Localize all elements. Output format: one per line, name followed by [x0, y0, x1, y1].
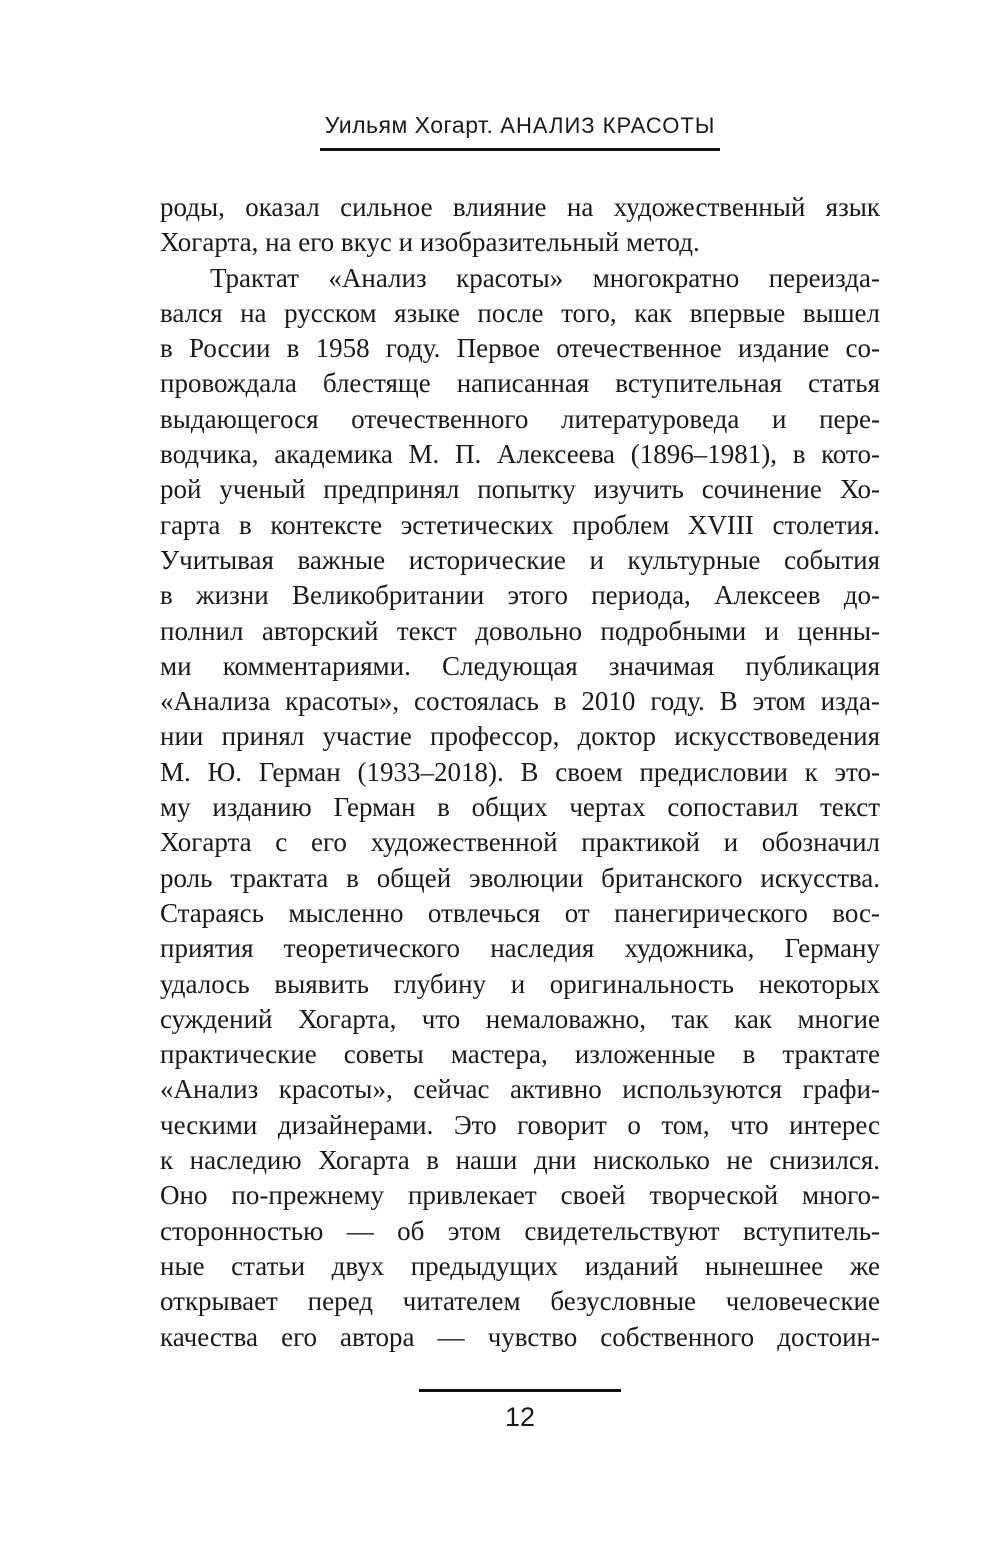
text-line: рой ученый предпринял попытку изучить сочинение Хо- — [160, 474, 880, 505]
text-line: «Анализ красоты», сейчас активно используются графи- — [160, 1074, 880, 1105]
text-line: выдающегося отечественного литературоведа и пере- — [160, 403, 880, 434]
text-line: провождала блестяще написанная вступительная статья — [160, 368, 880, 399]
text-line: вался на русском языке после того, как впервые вышел — [160, 297, 880, 328]
text-line: водчика, академика М. П. Алексеева (1896–1981), в кото- — [160, 439, 880, 470]
text-line: роды, оказал сильное влияние на художественный язык — [160, 192, 880, 222]
text-line: нии принял участие профессор, доктор искусствоведения — [160, 721, 880, 752]
text-line: Хогарта с его художественной практикой и обозначил — [160, 827, 880, 858]
header-author: Уильям Хогарт. — [324, 112, 494, 138]
text-line: «Анализа красоты», состоялась в 2010 году. В этом изда- — [160, 686, 880, 717]
text-line: гарта в контексте эстетических проблем XVIII столетия. — [160, 509, 880, 540]
text-line: практические советы мастера, изложенные в трактате — [160, 1039, 880, 1070]
page-number: 12 — [504, 1402, 536, 1432]
running-header — [320, 112, 720, 139]
text-line: Хогарта, на его вкус и изобразительный метод. — [160, 227, 700, 258]
body-text — [160, 190, 880, 1355]
header-title: АНАЛИЗ КРАСОТЫ — [500, 113, 716, 138]
text-line: приятия теоретического наследия художника, Герману — [160, 933, 880, 964]
text-line: суждений Хогарта, что немаловажно, так как многие — [160, 1003, 880, 1034]
header-rule — [320, 148, 720, 151]
text-line: М. Ю. Герман (1933–2018). В своем предисловии к это- — [160, 756, 880, 787]
text-line: роль трактата в общей эволюции британского искусства. — [160, 862, 880, 893]
text-line: к наследию Хогарта в наши дни нисколько не снизился. — [160, 1145, 880, 1176]
text-line: Стараясь мысленно отвлечься от панегирического вос- — [160, 897, 880, 928]
text-line: Учитывая важные исторические и культурные события — [160, 544, 880, 575]
text-line: в России в 1958 году. Первое отечественное издание со- — [160, 333, 880, 364]
text-line: качества его автора — чувство собственного достоин- — [160, 1321, 880, 1352]
text-line: Трактат «Анализ красоты» многократно переизда- — [210, 262, 880, 293]
text-line: Оно по-прежнему привлекает своей творческой много- — [160, 1180, 880, 1211]
text-line: открывает перед читателем безусловные человеческие — [160, 1286, 880, 1317]
text-line: ческими дизайнерами. Это говорит о том, что интерес — [160, 1109, 880, 1140]
text-line: му изданию Герман в общих чертах сопоставил текст — [160, 792, 880, 823]
text-line: полнил авторский текст довольно подробными и ценны- — [160, 615, 880, 646]
text-line: удалось выявить глубину и оригинальность некоторых — [160, 968, 880, 999]
text-line: ные статьи двух предыдущих изданий нынешнее же — [160, 1250, 880, 1281]
text-line: сторонностью — об этом свидетельствуют вступитель- — [160, 1215, 880, 1246]
text-line: ми комментариями. Следующая значимая публикация — [160, 650, 880, 681]
footer-rule — [419, 1389, 621, 1392]
text-line: в жизни Великобритании этого периода, Алексеев до- — [160, 580, 880, 611]
